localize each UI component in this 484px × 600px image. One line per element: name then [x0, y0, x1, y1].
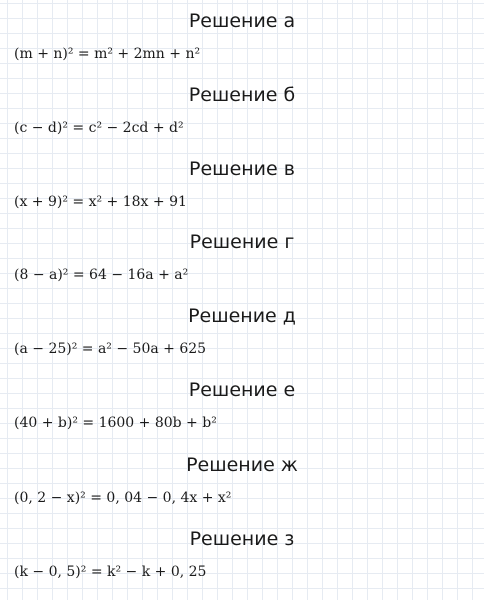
solution-heading: Решение ж	[186, 454, 298, 476]
solution-block-v	[0, 154, 484, 228]
solution-block-g	[0, 227, 484, 301]
solution-formula: (a − 25)² = a² − 50a + 625	[14, 341, 207, 357]
solution-formula: (c − d)² = c² − 2cd + d²	[14, 120, 184, 136]
solution-formula: (40 + b)² = 1600 + 80b + b²	[14, 415, 217, 431]
solution-block-z	[0, 524, 484, 598]
solution-heading: Решение б	[188, 84, 296, 106]
solution-block-b	[0, 80, 484, 154]
solution-block-d	[0, 301, 484, 375]
solution-block-a	[0, 6, 484, 80]
solution-block-zh	[0, 450, 484, 524]
solution-formula: (x + 9)² = x² + 18x + 91	[14, 194, 187, 210]
solution-heading: Решение д	[188, 305, 296, 327]
solution-heading: Решение в	[189, 158, 295, 180]
solution-formula: (m + n)² = m² + 2mn + n²	[14, 46, 201, 62]
solution-formula: (8 − a)² = 64 − 16a + a²	[14, 267, 189, 283]
solution-heading: Решение а	[188, 10, 296, 32]
solution-heading: Решение г	[189, 231, 295, 253]
solution-formula: (k − 0, 5)² = k² − k + 0, 25	[14, 564, 207, 580]
solution-formula: (0, 2 − x)² = 0, 04 − 0, 4x + x²	[14, 490, 232, 506]
solution-heading: Решение з	[189, 528, 295, 550]
solution-heading: Решение е	[188, 379, 296, 401]
solution-block-e	[0, 375, 484, 449]
